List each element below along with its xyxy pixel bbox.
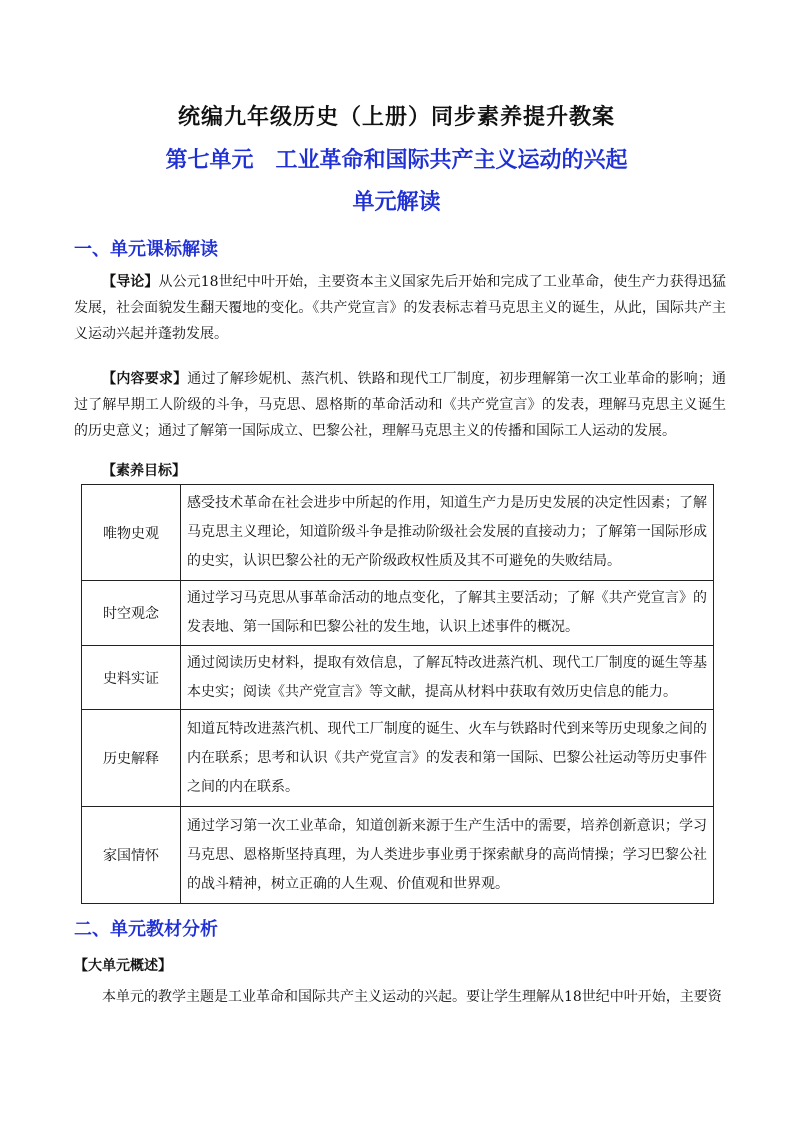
table-row [82,581,714,646]
goal-text: 感受技术革命在社会进步中所起的作用，知道生产力是历史发展的决定性因素；了解马克思主义理论，知道阶级斗争是推动阶级社会发展的直接动力；了解第一国际形成的史实，认识巴黎公社的无产阶级政权性质及其不可避免的失败结局。 [181,485,714,581]
overview-text: 本单元的教学主题是工业革命和国际共产主义运动的兴起。要让学生理解从18世纪中叶开始，主要资 [102,989,722,1005]
intro-paragraph [74,269,726,347]
goal-key: 历史解释 [82,710,181,807]
overview-paragraph [74,984,726,1010]
section2-heading: 二、单元教材分析 [74,919,218,940]
table-row [82,646,714,710]
table-row [82,485,714,581]
intro-label: 【导论】 [102,274,159,290]
requirement-paragraph [74,366,726,444]
table-row [82,710,714,807]
goal-key: 家国情怀 [82,807,181,904]
goals-table [81,484,714,904]
intro-text: 从公元18世纪中叶开始，主要资本主义国家先后开始和完成了工业革命，使生产力获得迅猛发展，社会面貌发生翻天覆地的变化。《共产党宣言》的发表标志着马克思主义的诞生，从此，国际共产主义运动兴起并蓬勃发展。 [74,274,727,342]
goal-key: 唯物史观 [82,485,181,581]
section1-heading: 一、单元课标解读 [74,239,218,260]
sub-title: 单元解读 [352,189,441,215]
goal-text: 知道瓦特改进蒸汽机、现代工厂制度的诞生、火车与铁路时代到来等历史现象之间的内在联系；思考和认识《共产党宣言》的发表和第一国际、巴黎公社运动等历史事件之间的内在联系。 [181,710,714,807]
goal-text: 通过学习第一次工业革命，知道创新来源于生产生活中的需要，培养创新意识；学习马克思、恩格斯坚持真理，为人类进步事业勇于探索献身的高尚情操；学习巴黎公社的战斗精神，树立正确的人生观、价值观和世界观。 [181,807,714,904]
goal-text: 通过阅读历史材料，提取有效信息，了解瓦特改进蒸汽机、现代工厂制度的诞生等基本史实；阅读《共产党宣言》等文献，提高从材料中获取有效历史信息的能力。 [181,646,714,710]
goal-text: 通过学习马克思从事革命活动的地点变化，了解其主要活动；了解《共产党宣言》的发表地、第一国际和巴黎公社的发生地，认识上述事件的概况。 [181,581,714,646]
goal-key: 时空观念 [82,581,181,646]
goals-label: 【素养目标】 [102,463,186,479]
table-row [82,807,714,904]
overview-label: 【大单元概述】 [74,958,172,974]
document-title: 统编九年级历史（上册）同步素养提升教案 [177,104,615,130]
requirement-text: 通过了解珍妮机、蒸汽机、铁路和现代工厂制度，初步理解第一次工业革命的影响；通过了解早期工人阶级的斗争，马克思、恩格斯的革命活动和《共产党宣言》的发表，理解马克思主义诞生的历史意义；通过了解第一国际成立、巴黎公社，理解马克思主义的传播和国际工人运动的发展。 [74,371,727,439]
requirement-label: 【内容要求】 [102,371,188,387]
unit-title: 第七单元 工业革命和国际共产主义运动的兴起 [165,147,628,173]
goal-key: 史料实证 [82,646,181,710]
